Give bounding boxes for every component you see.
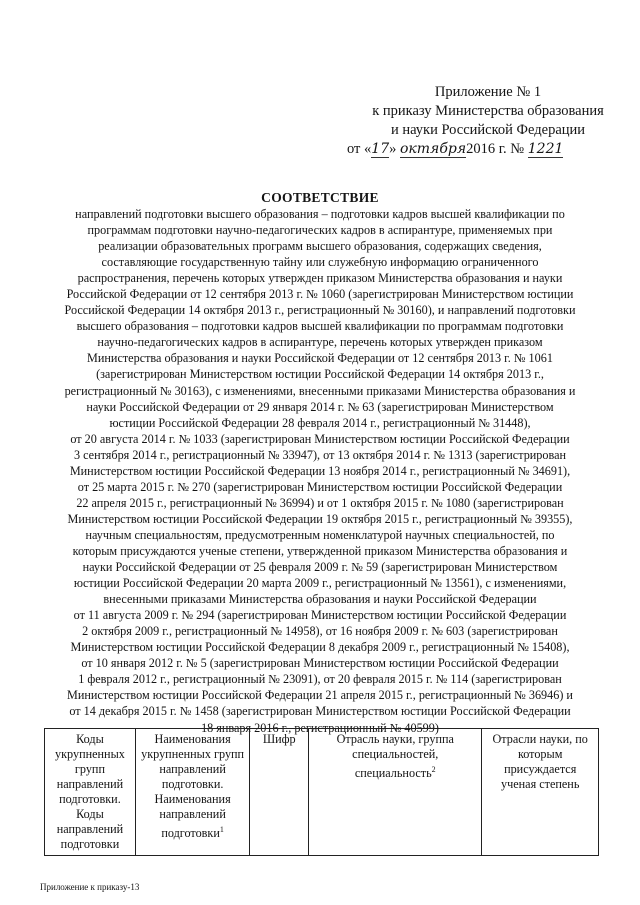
- body-line: 22 апреля 2015 г., регистрационный № 36994) и от 1 октября 2015 г. № 1080 (зарегистрирован: [76, 495, 564, 510]
- body-line: от 25 марта 2015 г. № 270 (зарегистрирован Министерством юстиции Российской Федерации: [77, 479, 563, 494]
- header-names-text: Наименования укрупненных групп направлений подготовки. Наименования направлений подготовки: [141, 732, 245, 841]
- body-line: Министерством юстиции Российской Федерации 21 апреля 2015 г., регистрационный № 36946) и: [67, 688, 573, 703]
- body-line: от 20 августа 2014 г. № 1033 (зарегистрирован Министерством юстиции Российской Федерации: [70, 431, 570, 446]
- appendix-number: Приложение № 1: [434, 84, 542, 100]
- body-line: 2 октября 2009 г., регистрационный № 14958), от 16 ноября 2009 г. № 603 (зарегистрирован: [82, 624, 558, 639]
- date-separator: »: [389, 141, 397, 157]
- body-line: составляющие государственную тайну или служебную информацию ограниченного: [101, 255, 539, 270]
- order-date-line: [343, 140, 633, 159]
- header-cell-names: [135, 729, 249, 856]
- body-line: Российской Федерации от 12 сентября 2013 г. № 1060 (зарегистрирован Министерством юстиции: [66, 287, 574, 302]
- date-prefix: от «: [347, 141, 372, 157]
- body-line: от 14 декабря 2015 г. № 1458 (зарегистрирован Министерством юстиции Российской Федерации: [69, 704, 571, 719]
- body-line: юстиции Российской Федерации 28 февраля 2014 г., регистрационный № 31448),: [109, 415, 531, 430]
- header-science-branch-text: Отрасль науки, группа специальностей, специальность: [336, 732, 454, 781]
- body-line: Министерством юстиции Российской Федерации 8 декабря 2009 г., регистрационный № 15408),: [70, 640, 570, 655]
- body-line: направлений подготовки высшего образования – подготовки кадров высшей квалификации по: [75, 207, 565, 221]
- body-line: науки Российской Федерации от 29 января 2014 г. № 63 (зарегистрирован Министерством: [86, 399, 554, 414]
- handwritten-month: октября: [399, 141, 467, 157]
- body-line: Министерства образования и науки Российской Федерации от 12 сентября 2013 г. № 1061: [87, 351, 553, 366]
- body-line: юстиции Российской Федерации 20 марта 2009 г., регистрационный № 13561), с изменениями,: [73, 576, 567, 591]
- document-title: СООТВЕТСТВИЕ: [261, 190, 379, 205]
- body-line: Министерством юстиции Российской Федерации 13 ноября 2014 г., регистрационный № 34691),: [69, 463, 571, 478]
- header-codes-text: Коды укрупненных групп направлений подготовки. Коды направлений подготовки: [55, 732, 125, 851]
- body-line: высшего образования – подготовки кадров высшей квалификации по программам подготовки: [76, 319, 564, 334]
- body-line: реализации образовательных программ высшего образования, содержащих сведения,: [98, 239, 542, 254]
- header-cell-science-branch: [309, 729, 482, 856]
- footnote-marker-2: 2: [431, 765, 436, 774]
- appendix-header: [343, 83, 633, 159]
- year-suffix: 2016 г. №: [466, 141, 525, 157]
- header-degree-branches-text: Отрасли науки, по которым присуждается ученая степень: [492, 732, 588, 791]
- body-line: которым присуждаются ученые степени, утвержденной приказом Министерства образования и: [72, 543, 568, 558]
- body-line: Министерством юстиции Российской Федерации 19 октября 2015 г., регистрационный № 39355),: [67, 511, 573, 526]
- appendix-ministry: и науки Российской Федерации: [390, 122, 586, 138]
- header-cell-degree-branches: [482, 729, 599, 856]
- body-line: научно-педагогических кадров в аспирантуре, перечень которых утвержден приказом: [97, 335, 543, 350]
- body-line: Российской Федерации 14 октября 2013 г., регистрационный № 30160), и направлений подготовки: [64, 303, 576, 318]
- table-header-row: [45, 729, 599, 856]
- body-line: распространения, перечень которых утвержден приказом Министерства образования и науки: [77, 271, 563, 286]
- page-footer: Приложение к приказу-13: [40, 882, 140, 892]
- header-cipher-text: Шифр: [262, 732, 296, 746]
- body-line: 3 сентября 2014 г., регистрационный № 33947), от 13 октября 2014 г. № 1313 (зарегистрирован: [73, 447, 567, 462]
- body-line: науки Российской Федерации от 25 февраля 2009 г. № 59 (зарегистрирован Министерством: [82, 560, 558, 575]
- body-line: от 10 января 2012 г. № 5 (зарегистрирован Министерством юстиции Российской Федерации: [81, 656, 559, 671]
- body-line: программам подготовки научно-педагогических кадров в аспирантуре, применяемых при: [87, 223, 553, 238]
- header-cell-cipher: [250, 729, 309, 856]
- body-line: 18 января 2016 г., регистрационный № 40599): [201, 720, 439, 735]
- body-line: (зарегистрирован Министерством юстиции Российской Федерации 14 октября 2013 г.,: [96, 367, 544, 382]
- body-line: регистрационный № 30163), с изменениями, внесенными приказами Министерства образования и: [64, 383, 576, 398]
- handwritten-order-number: 1221: [527, 141, 564, 157]
- correspondence-table: [44, 728, 599, 856]
- body-line: от 11 августа 2009 г. № 294 (зарегистрирован Министерством юстиции Российской Федерации: [73, 608, 567, 623]
- appendix-order-ref: к приказу Министерства образования: [372, 103, 604, 119]
- header-cell-codes: [45, 729, 136, 856]
- body-line: 1 февраля 2012 г., регистрационный № 23091), от 20 февраля 2015 г. № 114 (зарегистрирован: [78, 672, 562, 687]
- handwritten-day: 17: [371, 141, 390, 157]
- footnote-marker-1: 1: [219, 825, 224, 834]
- body-line: внесенными приказами Министерства образования и науки Российской Федерации: [103, 592, 537, 607]
- document-body: [40, 206, 600, 736]
- body-line: научным специальностям, предусмотренным номенклатурой научных специальностей, по: [85, 527, 555, 542]
